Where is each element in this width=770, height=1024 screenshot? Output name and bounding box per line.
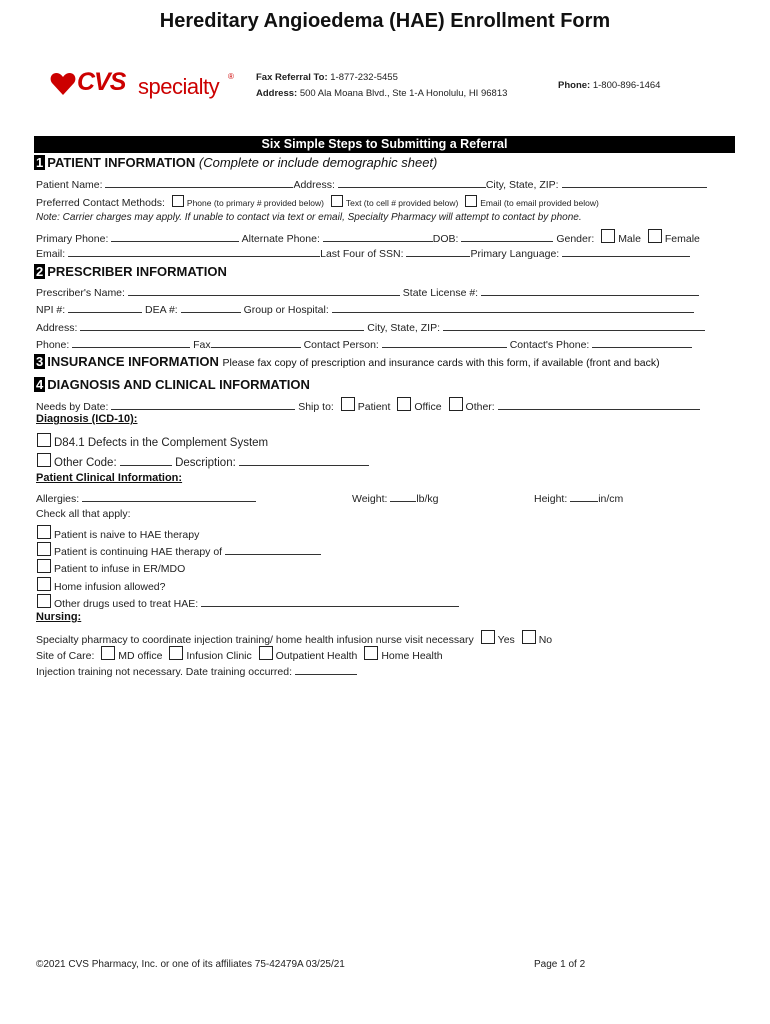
weight-field[interactable] (390, 491, 416, 502)
height-unit: in/cm (598, 493, 624, 505)
gender-male-label: Male (618, 233, 641, 245)
height-field[interactable] (570, 491, 598, 502)
ship-other-field[interactable] (498, 399, 700, 410)
opt-other-field[interactable] (201, 596, 459, 607)
prescriber-name-row (36, 285, 699, 299)
check-all-label: Check all that apply: (36, 508, 131, 520)
ship-patient-label: Patient (357, 401, 391, 413)
pharmacy-phone (558, 80, 660, 91)
prescriber-name-field[interactable] (128, 285, 400, 296)
opt-other-label: Other drugs used to treat HAE: (54, 598, 199, 610)
other-code-row (33, 453, 369, 469)
other-code-checkbox[interactable] (37, 453, 51, 467)
phone-value: 1-800-896-1464 (592, 80, 661, 91)
section-number: 2 (36, 264, 44, 279)
site-md-label: MD office (118, 650, 163, 662)
cvs-specialty-logo (50, 70, 240, 102)
contact-phone-checkbox[interactable] (172, 195, 184, 207)
insurance-note: Please fax copy of prescription and insurance cards with this form, if available (front and back) (222, 357, 660, 369)
carrier-note: Note: Carrier charges may apply. If unable to contact via text or email, Specialty Pharmacy will attempt to contact by phone. (36, 212, 582, 223)
opt-naive-checkbox[interactable] (37, 525, 51, 539)
section-insurance-heading (34, 354, 660, 369)
language-label: Primary Language: (470, 248, 560, 260)
needs-by-label: Needs by Date: (36, 401, 109, 413)
prescriber-fax-field[interactable] (211, 337, 301, 348)
training-row (36, 664, 357, 678)
npi-field[interactable] (68, 302, 142, 313)
section-title: DIAGNOSIS AND CLINICAL INFORMATION (47, 377, 310, 392)
other-code-field[interactable] (120, 455, 172, 466)
form-title: Hereditary Angioedema (HAE) Enrollment Form (159, 10, 611, 32)
prescriber-phone-field[interactable] (72, 337, 190, 348)
contact-phone-label: Phone (to primary # provided below) (186, 198, 324, 208)
height-row (534, 491, 623, 505)
site-home-label: Home Health (381, 650, 443, 662)
fax-label: Fax Referral To: (256, 72, 328, 83)
coordinate-yes-checkbox[interactable] (481, 630, 495, 644)
description-field[interactable] (239, 455, 369, 466)
contact-email-label: Email (to email provided below) (480, 198, 599, 208)
opt-continuing-label: Patient is continuing HAE therapy of (54, 546, 223, 558)
clinical-heading: Patient Clinical Information: (36, 472, 183, 484)
contact-phone-label: Contact's Phone: (509, 339, 590, 351)
heart-icon (50, 72, 76, 96)
dea-label: DEA #: (145, 304, 178, 316)
patient-city-label: City, State, ZIP: (485, 179, 559, 191)
opt-infuse-checkbox[interactable] (37, 559, 51, 573)
ship-office-checkbox[interactable] (397, 397, 411, 411)
patient-name-field[interactable] (105, 177, 293, 188)
site-label: Site of Care: (36, 650, 95, 662)
ship-office-label: Office (414, 401, 442, 413)
contact-text-checkbox[interactable] (331, 195, 343, 207)
email-field[interactable] (68, 246, 320, 257)
opt-other-checkbox[interactable] (37, 594, 51, 608)
other-code-label: Other Code: (54, 457, 117, 469)
prescriber-npi-row (36, 302, 694, 316)
patient-city-field[interactable] (562, 177, 707, 188)
coordinate-no-label: No (538, 634, 553, 646)
coordinate-yes-label: Yes (497, 634, 515, 646)
weight-label: Weight: (352, 493, 388, 505)
license-label: State License #: (402, 287, 479, 299)
patient-address-field[interactable] (338, 177, 486, 188)
alt-phone-field[interactable] (323, 231, 433, 242)
site-md-checkbox[interactable] (101, 646, 115, 660)
ship-other-label: Other: (465, 401, 495, 413)
section-diagnosis-heading (34, 377, 310, 392)
prescriber-address-row (36, 320, 705, 334)
prescriber-fax-label: Fax (193, 339, 211, 351)
logo-specialty-text: specialty (138, 74, 220, 99)
section-title: PATIENT INFORMATION (47, 155, 196, 170)
footer-page-number: Page 1 of 2 (534, 959, 586, 970)
gender-female-checkbox[interactable] (648, 229, 662, 243)
section-number: 1 (36, 155, 44, 170)
opt-continuing-field[interactable] (225, 544, 321, 555)
prescriber-address-label: Address: (36, 322, 78, 334)
dob-field[interactable] (461, 231, 553, 242)
address-label: Address: (256, 88, 298, 99)
ship-to-label: Ship to: (298, 401, 334, 413)
dea-field[interactable] (181, 302, 241, 313)
icd-heading: Diagnosis (ICD-10): (36, 413, 138, 425)
weight-row (352, 491, 439, 505)
footer-copyright: ©2021 CVS Pharmacy, Inc. or one of its affiliates 75-42479A 03/25/21 (36, 959, 345, 970)
section-number: 4 (36, 377, 44, 392)
allergies-row (36, 491, 256, 505)
opt-home-row (33, 577, 165, 593)
allergies-label: Allergies: (36, 493, 80, 505)
npi-label: NPI #: (36, 304, 66, 316)
coordinate-row (36, 630, 552, 646)
prescriber-city-field[interactable] (443, 320, 705, 331)
section-patient-heading (34, 155, 437, 170)
contact-text-label: Text (to cell # provided below) (345, 198, 459, 208)
needs-by-field[interactable] (111, 399, 295, 410)
section-title: PRESCRIBER INFORMATION (47, 264, 227, 279)
logo-cvs-text: CVS (77, 68, 126, 96)
coordinate-no-checkbox[interactable] (522, 630, 536, 644)
language-field[interactable] (562, 246, 690, 257)
d84-row (33, 433, 268, 449)
opt-home-label: Home infusion allowed? (54, 581, 166, 593)
contact-methods-label: Preferred Contact Methods: (36, 197, 165, 209)
ssn-field[interactable] (406, 246, 470, 257)
steps-banner: Six Simple Steps to Submitting a Referral (34, 136, 735, 153)
section-prescriber-heading (34, 264, 227, 279)
opt-infuse-label: Patient to infuse in ER/MDO (54, 563, 186, 575)
primary-phone-field[interactable] (111, 231, 239, 242)
email-label: Email: (36, 248, 66, 260)
ssn-label: Last Four of SSN: (320, 248, 404, 260)
site-outpatient-checkbox[interactable] (259, 646, 273, 660)
site-home-checkbox[interactable] (364, 646, 378, 660)
d84-label: D84.1 Defects in the Complement System (54, 437, 269, 449)
training-date-field[interactable] (295, 664, 357, 675)
prescriber-city-label: City, State, ZIP: (367, 322, 441, 334)
primary-phone-label: Primary Phone: (36, 233, 109, 245)
opt-naive-label: Patient is naive to HAE therapy (54, 529, 200, 541)
height-label: Height: (534, 493, 568, 505)
coordinate-label: Specialty pharmacy to coordinate injection training/ home health infusion nurse visit necessary (36, 634, 474, 646)
weight-unit: lb/kg (416, 493, 439, 505)
allergies-field[interactable] (82, 491, 256, 502)
site-outpatient-label: Outpatient Health (275, 650, 358, 662)
opt-other-row (33, 594, 459, 610)
group-field[interactable] (332, 302, 694, 313)
patient-name-label: Patient Name: (36, 179, 103, 191)
patient-phone-row (36, 229, 700, 245)
description-label: Description: (175, 457, 236, 469)
fax-value: 1-877-232-5455 (330, 72, 398, 83)
prescriber-name-label: Prescriber's Name: (36, 287, 125, 299)
contact-person-field[interactable] (382, 337, 507, 348)
opt-continuing-row (33, 542, 321, 558)
d84-checkbox[interactable] (37, 433, 51, 447)
opt-infuse-row (33, 559, 185, 575)
site-infusion-label: Infusion Clinic (186, 650, 252, 662)
alt-phone-label: Alternate Phone: (241, 233, 320, 245)
needs-by-row (36, 397, 700, 413)
ship-patient-checkbox[interactable] (341, 397, 355, 411)
prescriber-phone-row (36, 337, 692, 351)
section-title: INSURANCE INFORMATION (47, 354, 219, 369)
gender-female-label: Female (664, 233, 700, 245)
license-field[interactable] (481, 285, 699, 296)
nursing-heading: Nursing: (36, 611, 82, 623)
site-infusion-checkbox[interactable] (169, 646, 183, 660)
gender-label: Gender: (556, 233, 595, 245)
fax-referral (256, 72, 398, 83)
prescriber-address-field[interactable] (80, 320, 364, 331)
opt-continuing-checkbox[interactable] (37, 542, 51, 556)
contact-email-checkbox[interactable] (465, 195, 477, 207)
site-of-care-row (36, 646, 443, 662)
patient-email-row (36, 246, 690, 260)
section-subtitle: (Complete or include demographic sheet) (198, 155, 438, 170)
section-number: 3 (36, 354, 44, 369)
opt-naive-row (33, 525, 199, 541)
phone-label: Phone: (558, 80, 591, 91)
ship-other-checkbox[interactable] (449, 397, 463, 411)
logo-registered-mark: ® (228, 72, 234, 81)
patient-address-label: Address: (293, 179, 335, 191)
group-label: Group or Hospital: (243, 304, 329, 316)
contact-methods-row (36, 195, 599, 209)
address-value: 500 Ala Moana Blvd., Ste 1-A Honolulu, HI 96813 (299, 88, 508, 99)
contact-person-label: Contact Person: (303, 339, 379, 351)
gender-male-checkbox[interactable] (601, 229, 615, 243)
pharmacy-address (256, 88, 507, 99)
training-label: Injection training not necessary. Date training occurred: (36, 666, 293, 678)
patient-name-row (36, 177, 707, 191)
opt-home-checkbox[interactable] (37, 577, 51, 591)
prescriber-phone-label: Phone: (36, 339, 70, 351)
contact-phone-field[interactable] (592, 337, 692, 348)
dob-label: DOB: (432, 233, 459, 245)
